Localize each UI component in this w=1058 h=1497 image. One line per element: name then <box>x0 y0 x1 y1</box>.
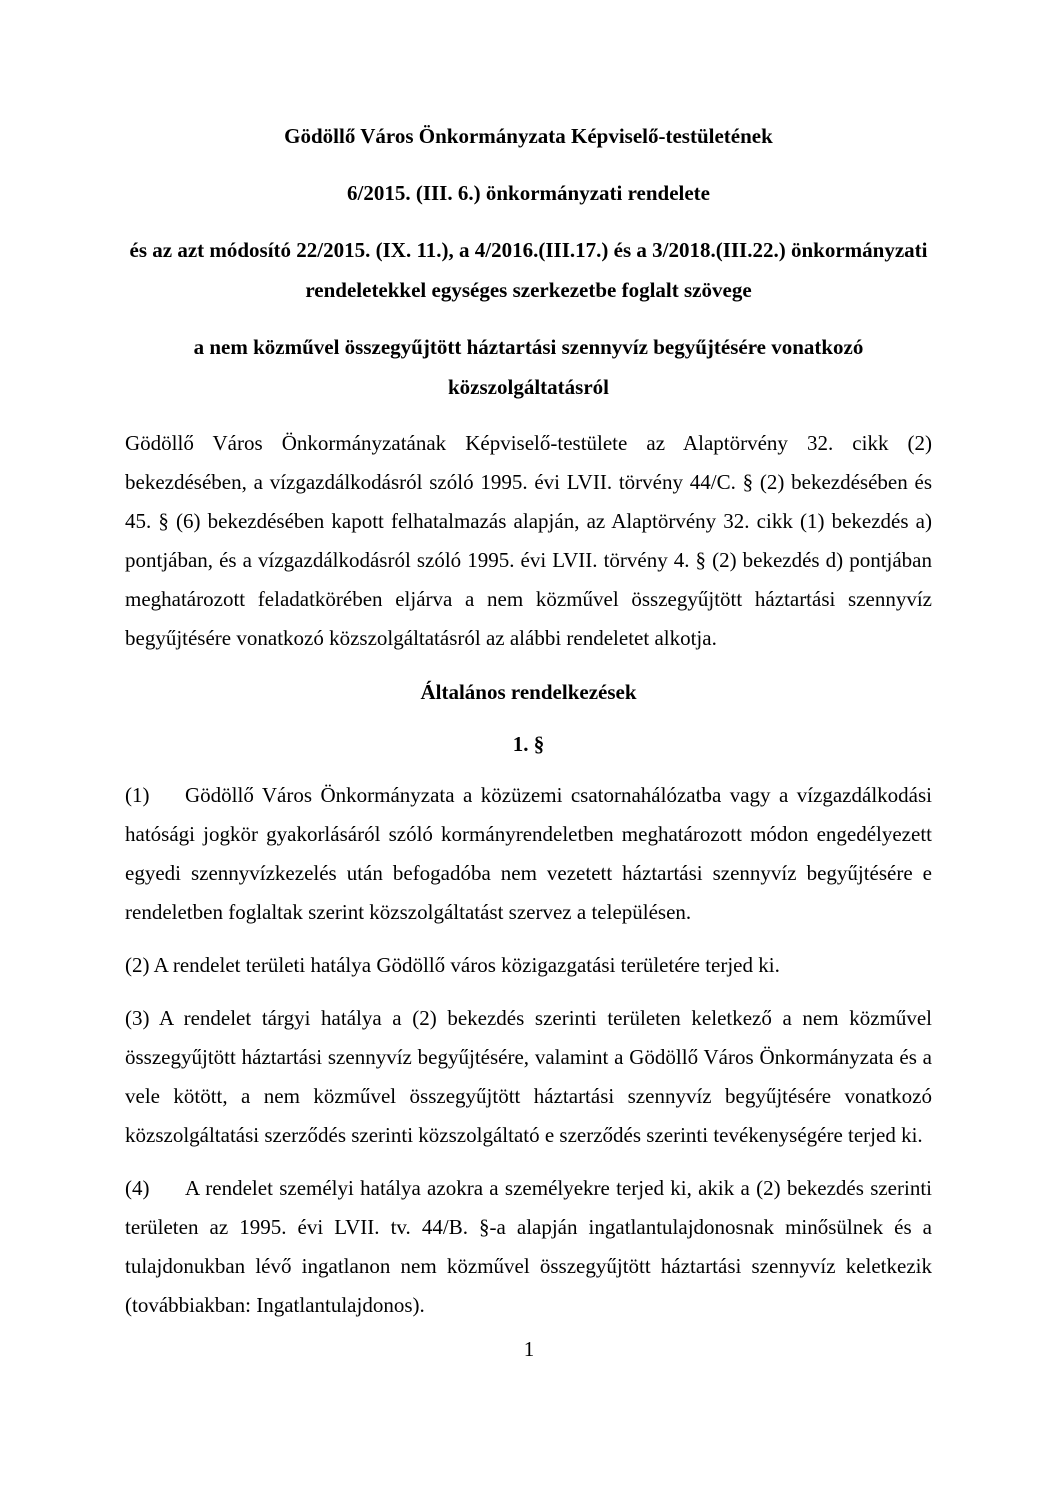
paragraph-4 <box>125 1169 932 1325</box>
paragraph-1-number: (1) <box>125 783 150 807</box>
document-title-block <box>125 116 932 407</box>
paragraph-1-text: Gödöllő Város Önkormányzata a közüzemi csatornahálózatba vagy a vízgazdálkodási hatósági jogkör gyakorlásáról szóló kormányrendeletben meghatározott módon engedélyezett egyedi szennyvízkezelés után befogadóba nem vezetett háztartási szennyvíz begyűjtésére e rendeletben foglaltak szerint közszolgáltatást szervez a településen. <box>125 783 932 924</box>
paragraph-2-number: (2) <box>125 953 150 977</box>
page-number: 1 <box>523 1337 535 1361</box>
section-heading: Általános rendelkezések <box>420 680 637 704</box>
paragraph-2 <box>125 946 932 985</box>
paragraph-3-number: (3) <box>125 1006 150 1030</box>
paragraph-2-text: A rendelet területi hatálya Gödöllő város közigazgatási területére terjed ki. <box>153 953 780 977</box>
preamble-paragraph: Gödöllő Város Önkormányzatának Képviselő-testülete az Alaptörvény 32. cikk (2) bekezdésében, a vízgazdálkodásról szóló 1995. évi LVII. törvény 44/C. § (2) bekezdésében és 45. § (6) bekezdésében kapott felhatalmazás alapján, az Alaptörvény 32. cikk (1) bekezdés a) pontjában, és a vízgazdálkodásról szóló 1995. évi LVII. törvény 4. § (2) bekezdés d) pontjában meghatározott feladatkörében eljárva a nem közművel összegyűjtött háztartási szennyvíz begyűjtésére vonatkozó közszolgáltatásról az alábbi rendeletet alkotja. <box>125 431 932 650</box>
title-institution: Gödöllő Város Önkormányzata Képviselő-testületének <box>284 124 773 148</box>
paragraph-4-number: (4) <box>125 1176 150 1200</box>
paragraph-1 <box>125 776 932 932</box>
section-number-heading: 1. § <box>512 732 545 756</box>
paragraph-3 <box>125 999 932 1155</box>
title-amendments: és az azt módosító 22/2015. (IX. 11.), a 4/2016.(III.17.) és a 3/2018.(III.22.) önkormányzati rendeletekkel egységes szerkezetbe foglalt szövege <box>129 238 928 302</box>
paragraph-3-text: A rendelet tárgyi hatálya a (2) bekezdés szerinti területen keletkező a nem közművel összegyűjtött háztartási szennyvíz begyűjtésére, valamint a Gödöllő Város Önkormányzata és a vele kötött, a nem közművel összegyűjtött háztartási szennyvíz begyűjtésére vonatkozó közszolgáltatási szerződés szerinti közszolgáltató e szerződés szerinti tevékenységére terjed ki. <box>125 1006 933 1147</box>
paragraph-4-text: A rendelet személyi hatálya azokra a személyekre terjed ki, akik a (2) bekezdés szerinti területen az 1995. évi LVII. tv. 44/B. §-a alapján ingatlantulajdonosnak minősülnek és a tulajdonukban lévő ingatlanon nem közművel összegyűjtött háztartási szennyvíz keletkezik (továbbiakban: Ingatlantulajdonos). <box>125 1176 932 1317</box>
title-subject: a nem közművel összegyűjtött háztartási szennyvíz begyűjtésére vonatkozó közszolgáltatásról <box>193 335 864 399</box>
title-decree-number: 6/2015. (III. 6.) önkormányzati rendelete <box>347 181 710 205</box>
